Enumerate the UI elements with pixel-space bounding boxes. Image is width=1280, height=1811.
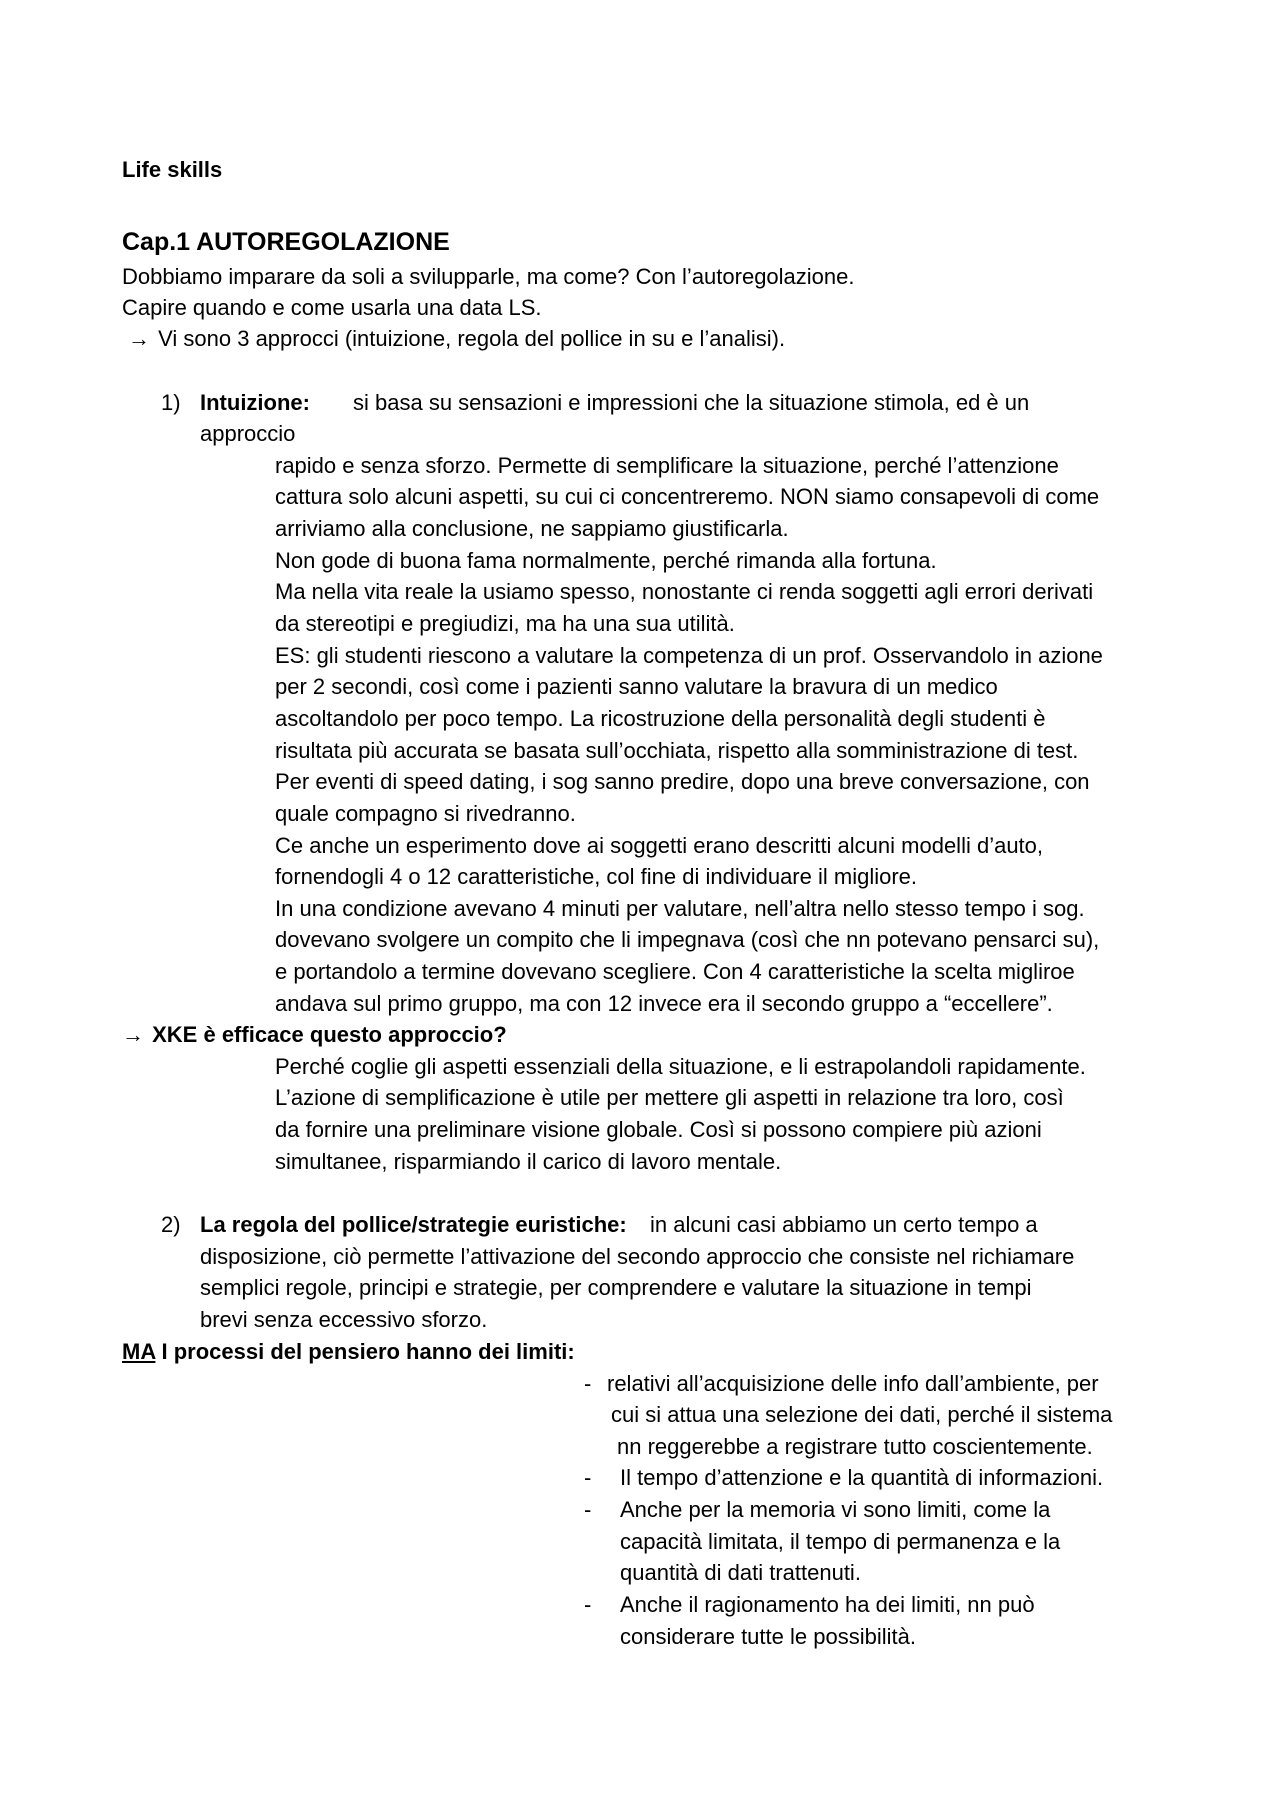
limits-heading-rest: I processi del pensiero hanno dei limiti:	[155, 1339, 575, 1364]
body-line: semplici regole, principi e strategie, per comprendere e valutare la situazione in tempi	[200, 1275, 1032, 1300]
limit-line: Anche il ragionamento ha dei limiti, nn può	[620, 1592, 1035, 1617]
arrow-icon: →	[128, 326, 150, 351]
limits-heading	[122, 1336, 575, 1368]
limits-heading-ma: MA	[122, 1339, 156, 1364]
body-line: arriviamo alla conclusione, ne sappiamo giustificarla.	[275, 516, 789, 541]
why-heading-text: XKE è efficace questo approccio?	[152, 1022, 507, 1047]
body-line: quale compagno si rivedranno.	[275, 801, 576, 826]
body-line: Ce anche un esperimento dove ai soggetti erano descritti alcuni modelli d’auto,	[275, 833, 1044, 858]
approaches-text: Vi sono 3 approcci (intuizione, regola del pollice in su e l’analisi).	[158, 326, 786, 351]
limit-line: considerare tutte le possibilità.	[620, 1624, 916, 1649]
bullet-dash: -	[584, 1465, 592, 1490]
body-line: Non gode di buona fama normalmente, perché rimanda alla fortuna.	[275, 548, 937, 573]
body-line: In una condizione avevano 4 minuti per valutare, nell’altra nello stesso tempo i sog.	[275, 896, 1085, 921]
body-line: fornendogli 4 o 12 caratteristiche, col fine di individuare il migliore.	[275, 864, 918, 889]
limit-line: nn reggerebbe a registrare tutto coscientemente.	[617, 1434, 1093, 1459]
limit-line: cui si attua una selezione dei dati, perché il sistema	[611, 1402, 1113, 1427]
bullet-dash: -	[584, 1592, 592, 1617]
body-line: disposizione, ciò permette l’attivazione del secondo approccio che consiste nel richiamare	[200, 1244, 1075, 1269]
why-heading	[122, 1019, 507, 1051]
item1-number: 1)	[161, 390, 181, 415]
body-line: Perché coglie gli aspetti essenziali della situazione, e li estrapolandoli rapidamente.	[275, 1054, 1086, 1079]
item1-label: Intuizione:	[200, 390, 310, 415]
body-line: da stereotipi e pregiudizi, ma ha una sua utilità.	[275, 611, 735, 636]
bullet-dash: -	[584, 1497, 592, 1522]
doc-title: Life skills	[122, 157, 223, 182]
item1-second-line: approccio	[200, 421, 296, 446]
item2-number: 2)	[161, 1212, 181, 1237]
body-line: dovevano svolgere un compito che li impegnava (così che nn potevano pensarci su),	[275, 927, 1100, 952]
body-line: per 2 secondi, così come i pazienti sanno valutare la bravura di un medico	[275, 674, 998, 699]
chapter-heading: Cap.1 AUTOREGOLAZIONE	[122, 228, 450, 256]
intro-line: Dobbiamo imparare da soli a svilupparle, ma come? Con l’autoregolazione.	[122, 264, 855, 289]
body-line: risultata più accurata se basata sull’occhiata, rispetto alla somministrazione di test.	[275, 738, 1079, 763]
body-line: ES: gli studenti riescono a valutare la competenza di un prof. Osservandolo in azione	[275, 643, 1103, 668]
body-line: Per eventi di speed dating, i sog sanno predire, dopo una breve conversazione, con	[275, 769, 1090, 794]
limit-line: relativi all’acquisizione delle info dall’ambiente, per	[607, 1371, 1099, 1396]
body-line: brevi senza eccessivo sforzo.	[200, 1307, 488, 1332]
body-line: andava sul primo gruppo, ma con 12 invece era il secondo gruppo a “eccellere”.	[275, 991, 1053, 1016]
body-line: cattura solo alcuni aspetti, su cui ci concentreremo. NON siamo consapevoli di come	[275, 484, 1100, 509]
intro-line: Capire quando e come usarla una data LS.	[122, 295, 542, 320]
limit-line: Il tempo d’attenzione e la quantità di informazioni.	[620, 1465, 1104, 1490]
item2-label: La regola del pollice/strategie euristiche:	[200, 1212, 627, 1237]
item2-first-line: in alcuni casi abbiamo un certo tempo a	[650, 1212, 1038, 1237]
body-line: e portandolo a termine dovevano scegliere. Con 4 caratteristiche la scelta migliroe	[275, 959, 1075, 984]
body-line: L’azione di semplificazione è utile per mettere gli aspetti in relazione tra loro, così	[275, 1085, 1064, 1110]
item1-first-line: si basa su sensazioni e impressioni che la situazione stimola, ed è un	[353, 390, 1030, 415]
approaches-line	[128, 323, 785, 355]
body-line: ascoltandolo per poco tempo. La ricostruzione della personalità degli studenti è	[275, 706, 1046, 731]
limit-line: quantità di dati trattenuti.	[620, 1560, 861, 1585]
arrow-icon: →	[122, 1022, 144, 1047]
body-line: Ma nella vita reale la usiamo spesso, nonostante ci renda soggetti agli errori derivati	[275, 579, 1094, 604]
body-line: da fornire una preliminare visione globale. Così si possono compiere più azioni	[275, 1117, 1042, 1142]
limit-line: Anche per la memoria vi sono limiti, come la	[620, 1497, 1051, 1522]
body-line: simultanee, risparmiando il carico di lavoro mentale.	[275, 1149, 782, 1174]
bullet-dash: -	[584, 1371, 592, 1396]
limit-line: capacità limitata, il tempo di permanenza e la	[620, 1529, 1061, 1554]
body-line: rapido e senza sforzo. Permette di semplificare la situazione, perché l’attenzione	[275, 453, 1059, 478]
